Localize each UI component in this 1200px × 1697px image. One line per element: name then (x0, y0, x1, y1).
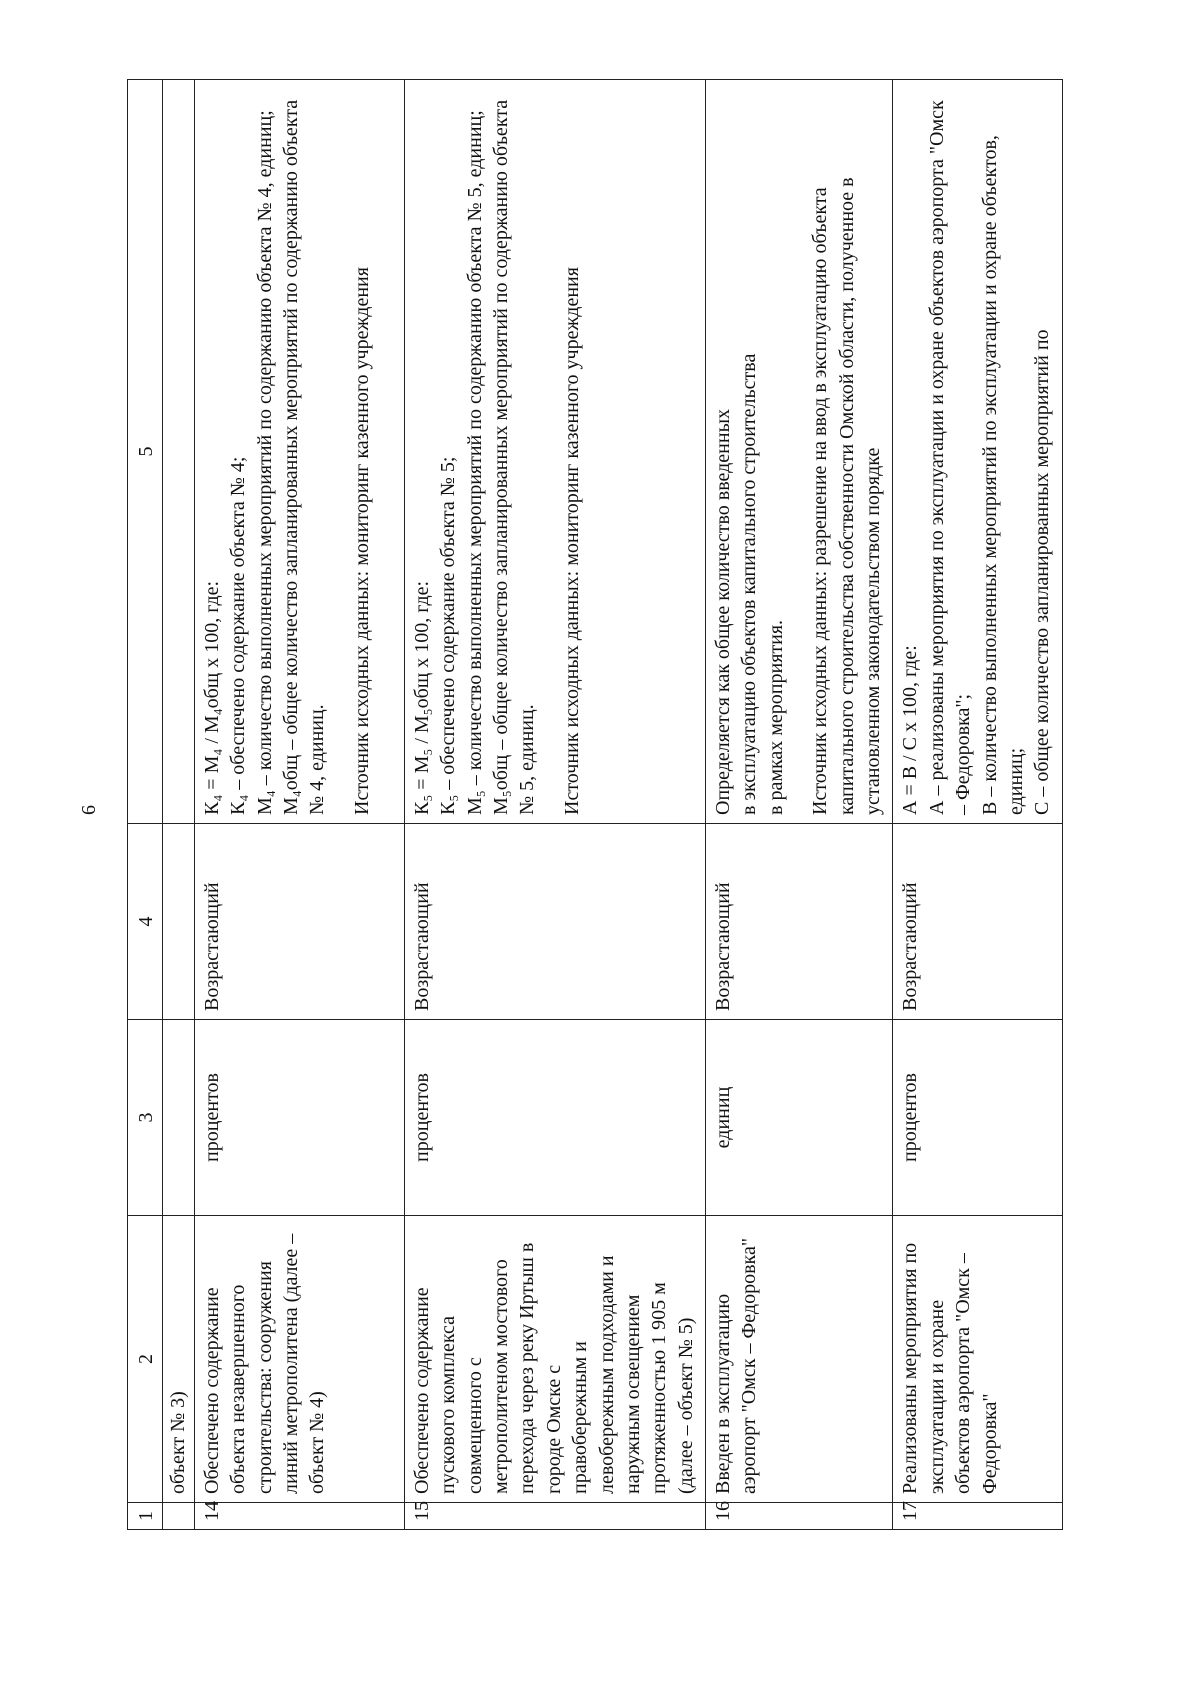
formula-text: А = В / С х 100, где: А – реализованы мероприятия по эксплуатации и охране объектов аэропорта "Омск – Федоровка"; В – количество выполненных мероприятий по эксплуатации и охране объектов, единиц; С – общее количество запланированных мероприятий по (899, 100, 1054, 815)
source-text: Источник исходных данных: разрешение на ввод в эксплуатацию объекта капитального строительства собственности Омской области, полученное в установленном законодательством порядке (809, 177, 885, 815)
indicator-name: Обеспечено содержание объекта незавершенного строительства: сооружения линий метрополитена (далее – объект № 4) (194, 1216, 404, 1503)
row-number: 15 (404, 1503, 705, 1530)
page-number: 6 (78, 805, 100, 815)
table-header-row (128, 80, 163, 1530)
indicator-name: Обеспечено содержание пускового комплекса совмещенного с метрополитеном мостового перехода через реку Иртыш в городе Омске с правобережным и левобережным подходами и наружным освещением протяженностью 1 905 м (далее – объект № 5) (404, 1216, 705, 1503)
continuation-text: объект № 3) (163, 1216, 194, 1503)
header-cell: 1 (128, 1503, 163, 1530)
row-number: 16 (706, 1503, 893, 1530)
row-number: 14 (194, 1503, 404, 1530)
method-text: Определяется как общее количество введенных в эксплуатацию объектов капитального строительства в рамках мероприятия. (712, 353, 787, 815)
source-text: Источник исходных данных: мониторинг казенного учреждения (560, 267, 583, 815)
method-cell (404, 80, 705, 824)
indicator-name: Введен в эксплуатацию аэропорт "Омск – Федоровка" (706, 1216, 893, 1503)
row-number: 17 (893, 1503, 1063, 1530)
table-row (893, 80, 1063, 1530)
method-cell (706, 80, 893, 824)
unit-cell: единиц (706, 1020, 893, 1216)
rotated-table-container (127, 80, 1151, 1530)
formula-text: К₄ = М₄ / М₄общ х 100, где: К₄ – обеспечено содержание объекта № 4; М₄ – количество выполненных мероприятий по содержанию объекта № 4, единиц; М₄общ – общее количество запланированных мероприятий по содержанию объекта № 4, единиц. (200, 99, 329, 815)
table-row (194, 80, 404, 1530)
header-cell: 5 (128, 80, 163, 824)
unit-cell: процентов (404, 1020, 705, 1216)
table-row (706, 80, 893, 1530)
trend-cell: Возрастающий (706, 824, 893, 1020)
formula-text: К₅ = М₅ / М₅общ х 100, где: К₅ – обеспечено содержание объекта № 5; М₅ – количество выполненных мероприятий по содержанию объекта № 5, единиц; М₅общ – общее количество запланированных мероприятий по содержанию объекта № 5, единиц. (410, 99, 539, 815)
table-row (404, 80, 705, 1530)
header-cell: 2 (128, 1216, 163, 1503)
method-cell (893, 80, 1063, 824)
indicator-name: Реализованы мероприятия по эксплуатации и охране объектов аэропорта "Омск – Федоровка" (893, 1216, 1063, 1503)
header-cell: 3 (128, 1020, 163, 1216)
trend-cell: Возрастающий (194, 824, 404, 1020)
method-cell (194, 80, 404, 824)
header-cell: 4 (128, 824, 163, 1020)
unit-cell: процентов (893, 1020, 1063, 1216)
continuation-row (163, 80, 194, 1530)
trend-cell: Возрастающий (893, 824, 1063, 1020)
unit-cell: процентов (194, 1020, 404, 1216)
trend-cell: Возрастающий (404, 824, 705, 1020)
indicators-table (127, 79, 1063, 1530)
source-text: Источник исходных данных: мониторинг казенного учреждения (350, 267, 373, 815)
